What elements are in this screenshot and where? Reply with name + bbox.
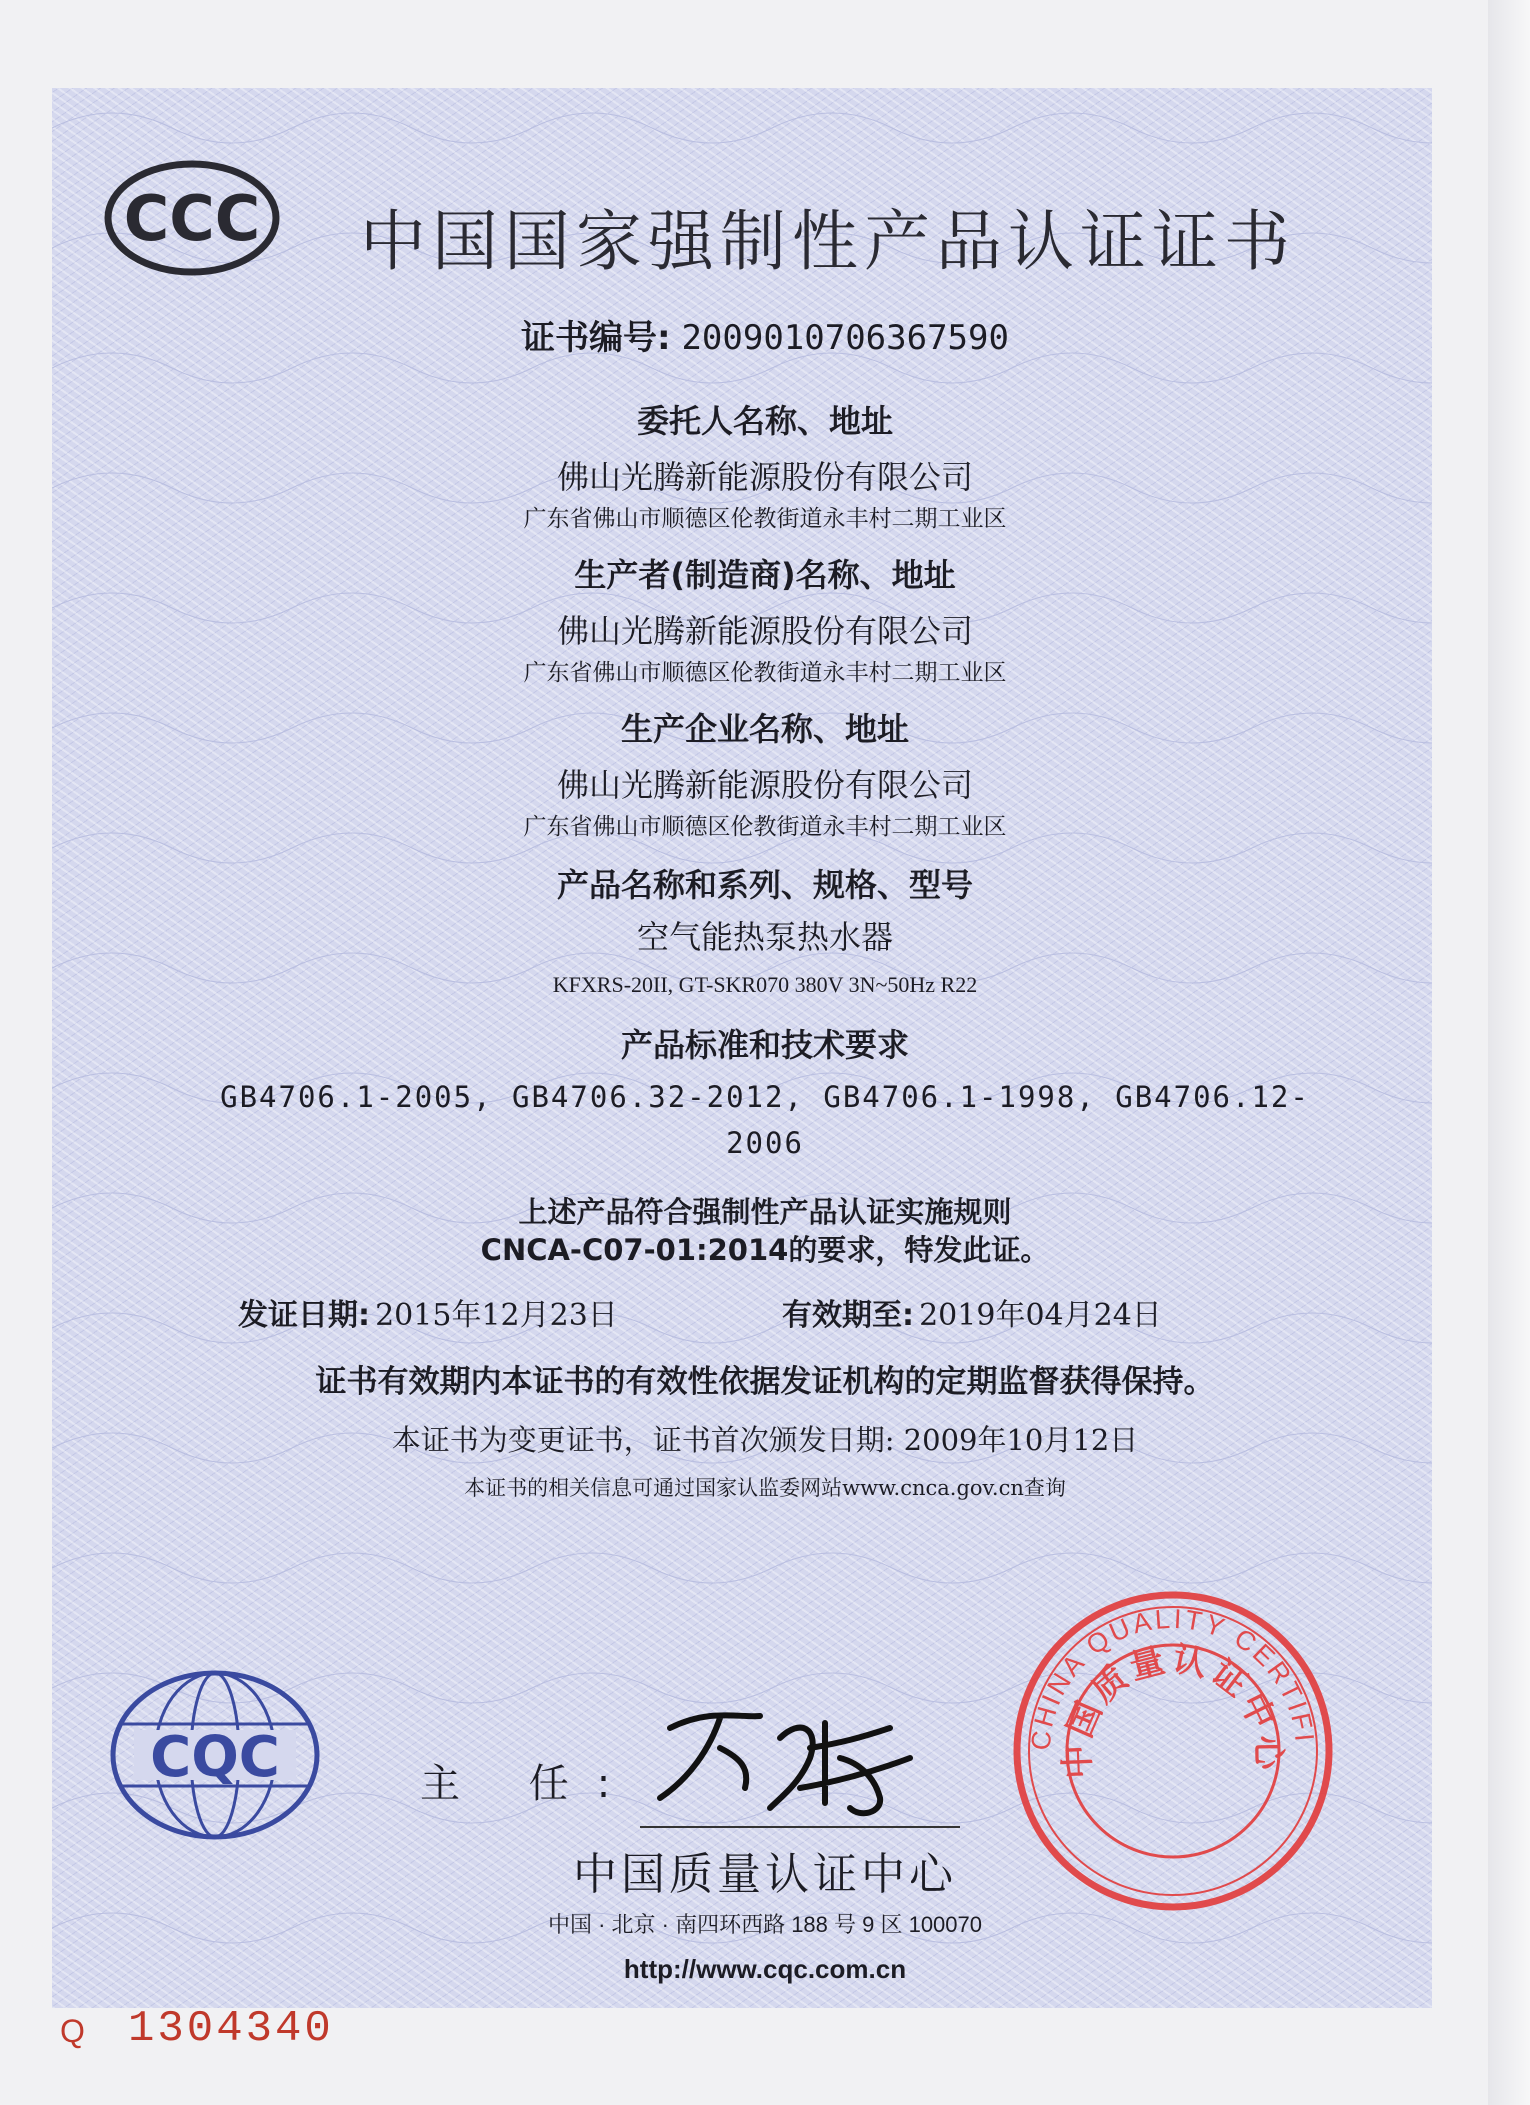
query-note: 本证书的相关信息可通过国家认监委网站www.cnca.gov.cn查询: [464, 1476, 1066, 1500]
cqc-logo: [108, 1668, 322, 1842]
standards-line-1: GB4706.1-2005, GB4706.32-2012, GB4706.1-1998, GB4706.12-: [220, 1080, 1310, 1114]
serial-prefix: Q: [60, 2013, 85, 2049]
expiry-date-label: 有效期至:: [782, 1298, 914, 1333]
validity-note: 证书有效期内本证书的有效性依据发证机构的定期监督获得保持。: [315, 1364, 1215, 1400]
standards-line-2: 2006: [726, 1126, 804, 1160]
product-name: 空气能热泵热水器: [636, 918, 893, 956]
ccc-logo: [104, 160, 280, 276]
conformity-line-2: CNCA-C07-01:2014的要求，特发此证。: [480, 1233, 1050, 1267]
org-address: 中国 · 北京 · 南四环西路 188 号 9 区 100070: [547, 1912, 983, 1937]
org-url: http://www.cqc.com.cn: [623, 1954, 907, 1984]
director-signature: [650, 1688, 920, 1824]
factory-heading: 生产企业名称、地址: [620, 710, 909, 748]
product-heading: 产品名称和系列、规格、型号: [556, 866, 973, 904]
certificate-number: [0, 310, 1530, 359]
ccc-logo-text: CCC: [123, 182, 261, 255]
expiry-date-value: 2019年04月24日: [919, 1298, 1162, 1333]
manufacturer-address: 广东省佛山市顺德区伦教街道永丰村二期工业区: [523, 660, 1007, 686]
seal-inner-text: 中国质量认证中心: [1057, 1639, 1289, 1780]
expiry-date: [782, 1290, 1162, 1334]
change-note: 本证书为变更证书，证书首次颁发日期: 2009年10月12日: [391, 1423, 1139, 1457]
certificate-number-label: 证书编号:: [521, 318, 671, 358]
factory-address: 广东省佛山市顺德区伦教街道永丰村二期工业区: [523, 814, 1007, 840]
issue-date: [238, 1290, 618, 1334]
conformity-line-1: 上述产品符合强制性产品认证实施规则: [518, 1195, 1012, 1229]
serial-number: 1304340: [128, 2004, 334, 2054]
signature-line: [640, 1826, 960, 1828]
seal-outer-text: CHINA QUALITY CERTIFI: [1025, 1603, 1320, 1752]
director-label: 主 任:: [420, 1761, 639, 1807]
product-model: KFXRS-20II, GT-SKR070 380V 3N~50Hz R22: [552, 972, 978, 997]
manufacturer-heading: 生产者(制造商)名称、地址: [574, 556, 956, 594]
client-name: 佛山光腾新能源股份有限公司: [556, 458, 973, 496]
certificate-title: 中国国家强制性产品认证证书: [360, 203, 1296, 280]
certification-seal: [1010, 1588, 1336, 1914]
org-name: 中国质量认证中心: [573, 1849, 957, 1900]
client-heading: 委托人名称、地址: [636, 402, 893, 440]
factory-name: 佛山光腾新能源股份有限公司: [556, 766, 973, 804]
certificate-number-value: 2009010706367590: [681, 318, 1009, 358]
manufacturer-name: 佛山光腾新能源股份有限公司: [556, 612, 973, 650]
issue-date-value: 2015年12月23日: [375, 1298, 618, 1333]
cqc-logo-text: CQC: [150, 1725, 280, 1790]
standards-value: [0, 1074, 1530, 1166]
issue-date-label: 发证日期:: [238, 1298, 370, 1333]
standards-heading: 产品标准和技术要求: [620, 1026, 909, 1064]
client-address: 广东省佛山市顺德区伦教街道永丰村二期工业区: [523, 506, 1007, 532]
